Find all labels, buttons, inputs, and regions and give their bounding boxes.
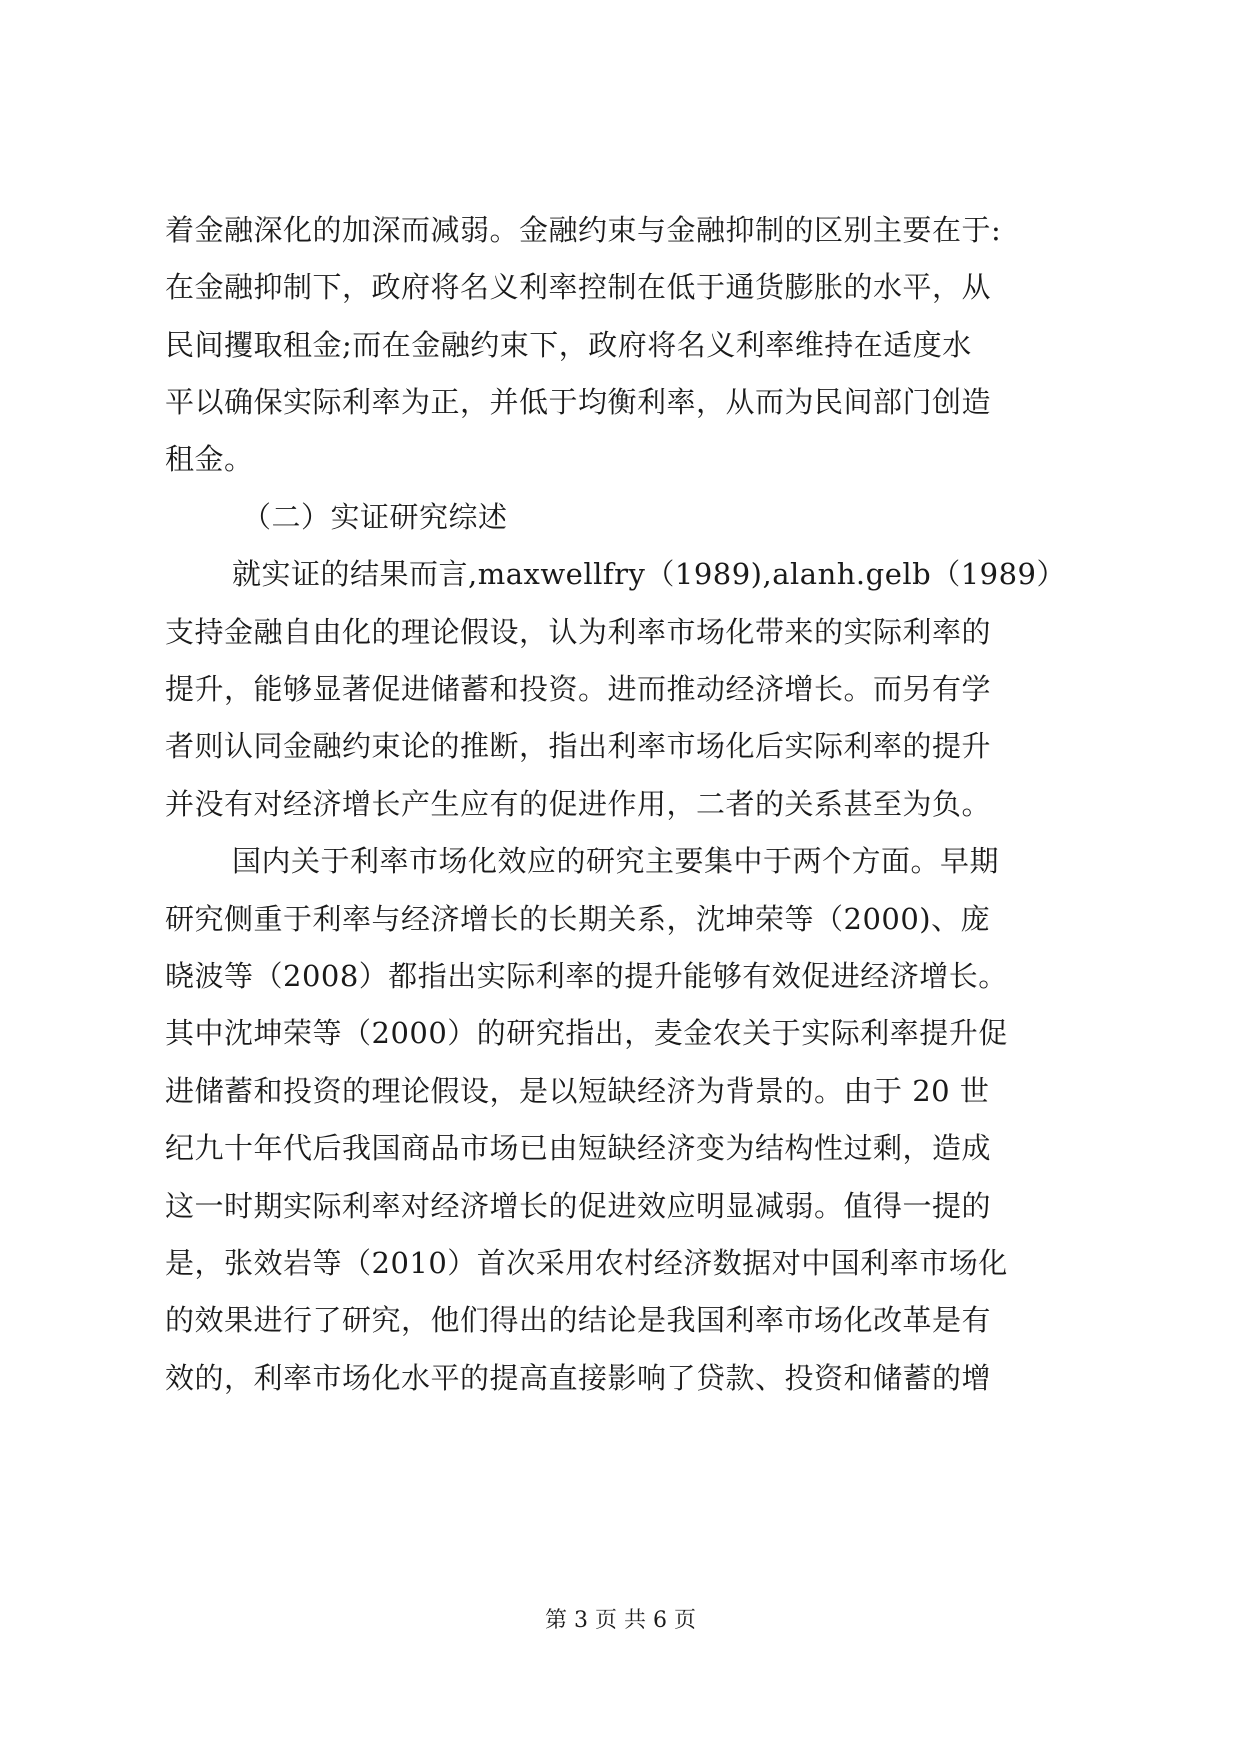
body-text-line: 就实证的结果而言,maxwellfry（1989),alanh.gelb（1989） [232,557,1067,591]
body-text-line: 国内关于利率市场化效应的研究主要集中于两个方面。早期 [232,844,1000,878]
body-text-line: 者则认同金融约束论的推断，指出利率市场化后实际利率的提升 [165,729,992,763]
body-text-line: 并没有对经济增长产生应有的促进作用，二者的关系甚至为负。 [165,787,992,821]
body-text-line: 的效果进行了研究，他们得出的结论是我国利率市场化改革是有 [165,1303,992,1337]
body-text-line: 其中沈坤荣等（2000）的研究指出，麦金农关于实际利率提升促 [165,1016,1008,1050]
body-text-line: 晓波等（2008）都指出实际利率的提升能够有效促进经济增长。 [165,959,1008,993]
section-heading: （二）实证研究综述 [242,500,508,534]
body-text-line: 提升，能够显著促进储蓄和投资。进而推动经济增长。而另有学 [165,672,992,706]
body-text-line: 在金融抑制下，政府将名义利率控制在低于通货膨胀的水平，从 [165,270,992,304]
body-text-line: 平以确保实际利率为正，并低于均衡利率，从而为民间部门创造 [165,385,992,419]
body-text-line: 是，张效岩等（2010）首次采用农村经济数据对中国利率市场化 [165,1246,1008,1280]
body-text-line: 进储蓄和投资的理论假设，是以短缺经济为背景的。由于 20 世 [165,1074,990,1108]
body-text-line: 效的，利率市场化水平的提高直接影响了贷款、投资和储蓄的增 [165,1361,992,1395]
body-text-line: 民间攫取租金;而在金融约束下，政府将名义利率维持在适度水 [165,328,972,362]
body-text-line: 着金融深化的加深而减弱。金融约束与金融抑制的区别主要在于: [165,213,1002,247]
body-text-line: 支持金融自由化的理论假设，认为利率市场化带来的实际利率的 [165,615,992,649]
body-text-line: 租金。 [165,442,254,476]
body-text-line: 纪九十年代后我国商品市场已由短缺经济变为结构性过剩，造成 [165,1131,992,1165]
body-text-line: 这一时期实际利率对经济增长的促进效应明显减弱。值得一提的 [165,1189,992,1223]
body-text-line: 研究侧重于利率与经济增长的长期关系，沈坤荣等（2000)、庞 [165,902,991,936]
page-number-footer: 第 3 页 共 6 页 [545,1608,696,1633]
